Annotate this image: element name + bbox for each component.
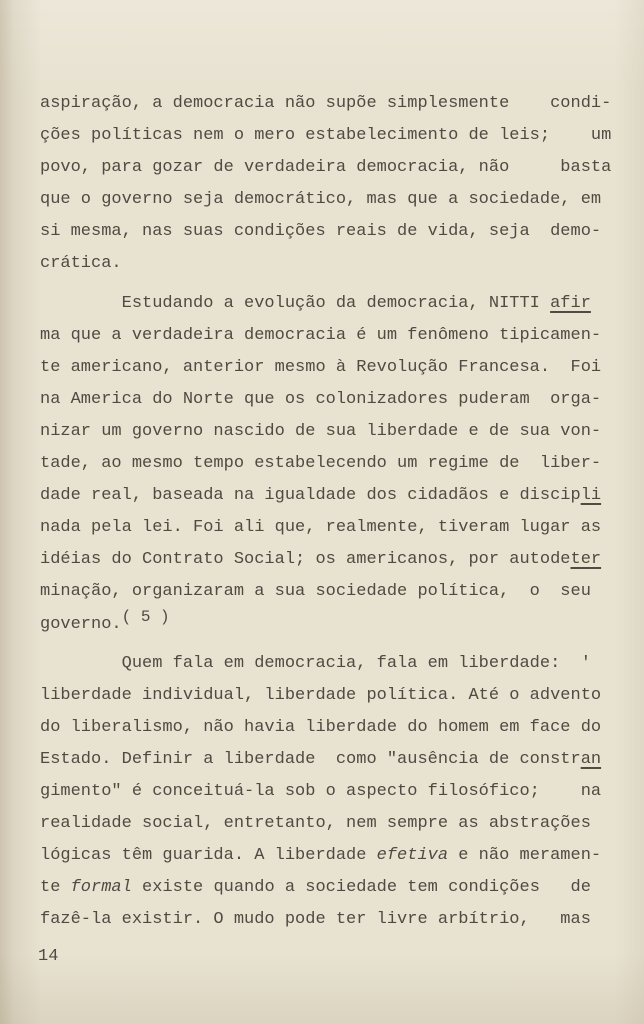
text-segment: te [40,878,71,897]
text-segment: e não meramen- [448,846,602,865]
text-line [40,648,632,680]
text-segment: Estado. Definir a liberdade como "ausência de constr [40,750,581,769]
text-segment: li [580,486,602,505]
text-segment: existe quando a sociedade tem condições de [131,878,591,897]
text-line [40,288,632,320]
text-line [40,216,632,248]
text-line [40,840,632,872]
text-segment: si mesma, nas suas condições reais de vida, seja demo- [40,222,602,241]
text-block [40,88,632,936]
text-line [40,512,632,544]
text-segment: tade, ao mesmo tempo estabelecendo um regime de liber- [40,454,602,473]
paragraph [40,88,632,280]
text-segment: lógicas têm guarida. A liberdade [40,846,377,865]
text-line [40,608,632,640]
text-segment: realidade social, entretanto, nem sempre as abstrações [40,814,591,833]
text-segment: fazê-la existir. O mudo pode ter livre arbítrio, mas [40,910,591,929]
text-segment: que o governo seja democrático, mas que a sociedade, em [40,190,602,209]
paragraph [40,648,632,936]
text-segment: formal [70,878,132,897]
text-segment: Quem fala em democracia, fala em liberdade: ' [40,654,591,673]
text-line [40,248,632,280]
text-segment: efetiva [376,846,449,865]
text-segment: afir [550,294,591,313]
text-line [40,872,632,904]
text-segment: minação, organizaram a sua sociedade política, o seu [40,582,591,601]
text-line [40,480,632,512]
text-line [40,320,632,352]
text-line [40,448,632,480]
text-segment: nada pela lei. Foi ali que, realmente, tiveram lugar as [40,518,602,537]
text-segment: gimento" é conceituá-la sob o aspecto filosófico; na [40,782,602,801]
footnote-reference: ( 5 ) [121,608,170,626]
text-line [40,544,632,576]
paragraph [40,288,632,640]
text-segment: na America do Norte que os colonizadores puderam orga- [40,390,602,409]
text-segment: aspiração, a democracia não supõe simplesmente condi- [40,94,612,113]
text-segment: te americano, anterior mesmo à Revolução Francesa. Foi [40,358,602,377]
text-line [40,152,632,184]
text-segment: idéias do Contrato Social; os americanos, por autode [40,550,571,569]
text-segment: liberdade individual, liberdade política. Até o advento [40,686,602,705]
text-segment: an [580,750,602,769]
text-line [40,904,632,936]
text-segment: crática. [40,254,122,273]
text-line [40,808,632,840]
text-segment: governo. [40,615,122,634]
text-line [40,120,632,152]
text-segment: do liberalismo, não havia liberdade do homem em face do [40,718,602,737]
text-line [40,744,632,776]
text-segment: nizar um governo nascido de sua liberdade e de sua von- [40,422,602,441]
text-line [40,184,632,216]
text-line [40,576,632,608]
text-line [40,352,632,384]
text-line [40,680,632,712]
text-line [40,384,632,416]
text-line [40,776,632,808]
text-segment: Estudando a evolução da democracia, NITTI [40,294,551,313]
text-line [40,88,632,120]
text-segment: povo, para gozar de verdadeira democracia, não basta [40,158,612,177]
text-line [40,712,632,744]
text-segment: dade real, baseada na igualdade dos cidadãos e discip [40,486,581,505]
text-segment: ma que a verdadeira democracia é um fenômeno tipicamen- [40,326,602,345]
page-number: 14 [38,947,59,966]
text-segment: ter [570,550,602,569]
text-segment: ções políticas nem o mero estabelecimento de leis; um [40,126,612,145]
text-line [40,416,632,448]
